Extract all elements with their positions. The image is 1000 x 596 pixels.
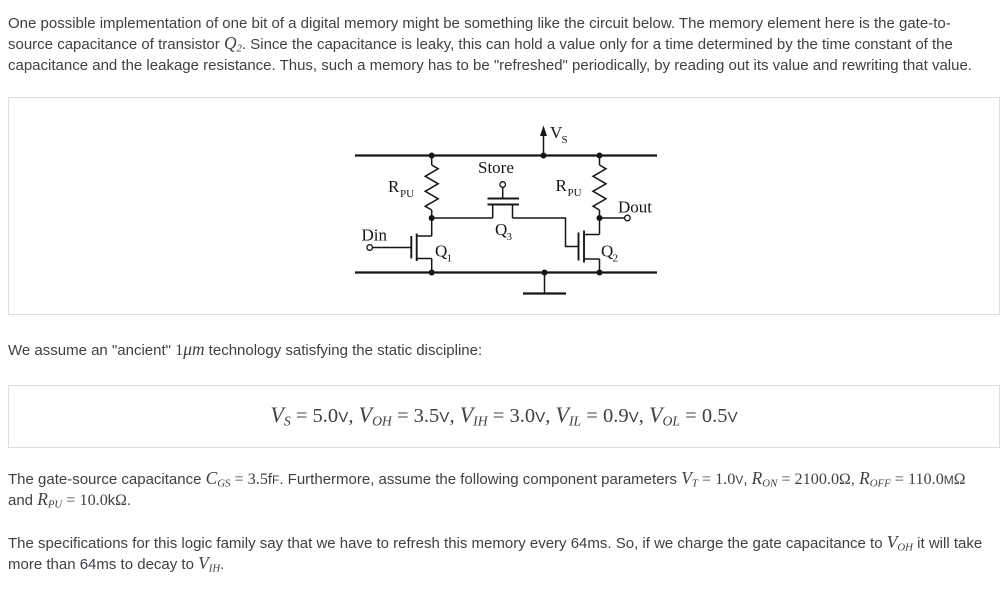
math-one: 1: [175, 341, 184, 359]
equation-box: [8, 385, 1000, 448]
math-q2: Q2: [223, 33, 242, 55]
circuit-figure-box: [8, 97, 1000, 315]
transistor-q2: [579, 218, 619, 273]
paragraph-refresh-spec: [8, 533, 1000, 575]
equation-term: VOL = 0.5V: [649, 402, 738, 429]
transistor-q3: [488, 199, 520, 244]
wire-q3-to-q2-gate: [513, 218, 579, 247]
rpu-left-label-sub: PU: [400, 188, 415, 200]
resistor-rpu-left: [388, 156, 438, 222]
param-sep-2: ,: [850, 471, 860, 488]
refresh-text-3: .: [220, 556, 225, 573]
param-vt: VT = 1.0V: [681, 468, 744, 490]
q2-label: Q: [601, 241, 614, 261]
rpu-left-label: R: [388, 177, 400, 196]
math-voh: VOH: [886, 532, 913, 554]
math-micron: μm: [183, 339, 205, 359]
equation-term: VOH = 3.5V: [358, 402, 450, 429]
q3-label-sub: 3: [506, 231, 512, 243]
param-text-2: . Furthermore, assume the following component parameters: [279, 471, 682, 488]
param-roff: ROFF = 110.0MΩ: [859, 468, 966, 490]
q1-label-sub: 1: [446, 252, 452, 265]
q1-label: Q: [435, 241, 448, 261]
dout-terminal: [600, 198, 653, 221]
equation-term: VS = 5.0V: [270, 402, 349, 429]
refresh-text-1: The specifications for this logic family say that we have to refresh this memory every 64ms. So, if we charge the gate capacitance to: [8, 535, 887, 552]
rpu-right-label: R: [555, 176, 567, 195]
vs-label: V: [550, 123, 563, 142]
q2-label-sub: 2: [612, 252, 618, 265]
param-text-3: .: [126, 492, 132, 509]
intro-text-2: . Since the capacitance is leaky, this can hold a value only for a time determined by the time constant of the capacitance and the leakage resistance. Thus, such a memory has to be "refreshed" periodically, by reading out its value and rewriting that value.: [8, 36, 972, 74]
store-terminal: [478, 158, 514, 199]
memory-circuit-diagram: [9, 98, 999, 313]
bottom-rail: [355, 270, 657, 276]
tech-text-1: We assume an "ancient": [8, 342, 176, 359]
vs-label-sub: S: [561, 134, 568, 146]
resistor-rpu-right: [556, 156, 607, 222]
rpu-right-label-sub: PU: [567, 187, 582, 199]
paragraph-intro: [8, 0, 1000, 76]
param-sep-3: and: [8, 492, 38, 509]
static-discipline-equation: VS = 5.0V, VOH = 3.5V, VIH = 3.0V, VIL = 0.9V, VOL = 0.5V: [270, 402, 738, 429]
param-cgs: CGS = 3.5fF: [205, 468, 280, 490]
ground-symbol: [523, 273, 566, 294]
param-rpu: RPU = 10.0kΩ: [37, 489, 127, 511]
store-label: Store: [478, 158, 514, 177]
param-text-1: The gate-source capacitance: [8, 471, 206, 488]
din-label: Din: [361, 225, 387, 245]
param-sep-1: ,: [743, 471, 752, 488]
math-vih: VIH: [198, 553, 221, 575]
intro-text-1: One possible implementation of one bit of a digital memory might be something like the circuit below. The memory element here is the gate-to-source capacitance of transistor: [8, 15, 951, 53]
din-terminal: [362, 226, 412, 251]
param-ron: RON = 2100.0Ω: [751, 468, 851, 490]
vs-supply-arrow: [540, 123, 568, 156]
equation-term: VIL = 0.9V: [555, 402, 639, 429]
dout-label: Dout: [618, 197, 652, 217]
transistor-q1: [411, 218, 452, 273]
paragraph-technology: [8, 340, 1000, 361]
equation-term: VIH = 3.0V: [459, 402, 546, 429]
q3-label: Q: [495, 220, 508, 239]
tech-text-2: technology satisfying the static discipline:: [204, 342, 483, 359]
refresh-text-2: it will take more than 64ms to decay to: [8, 535, 983, 573]
paragraph-parameters: [8, 469, 1000, 511]
